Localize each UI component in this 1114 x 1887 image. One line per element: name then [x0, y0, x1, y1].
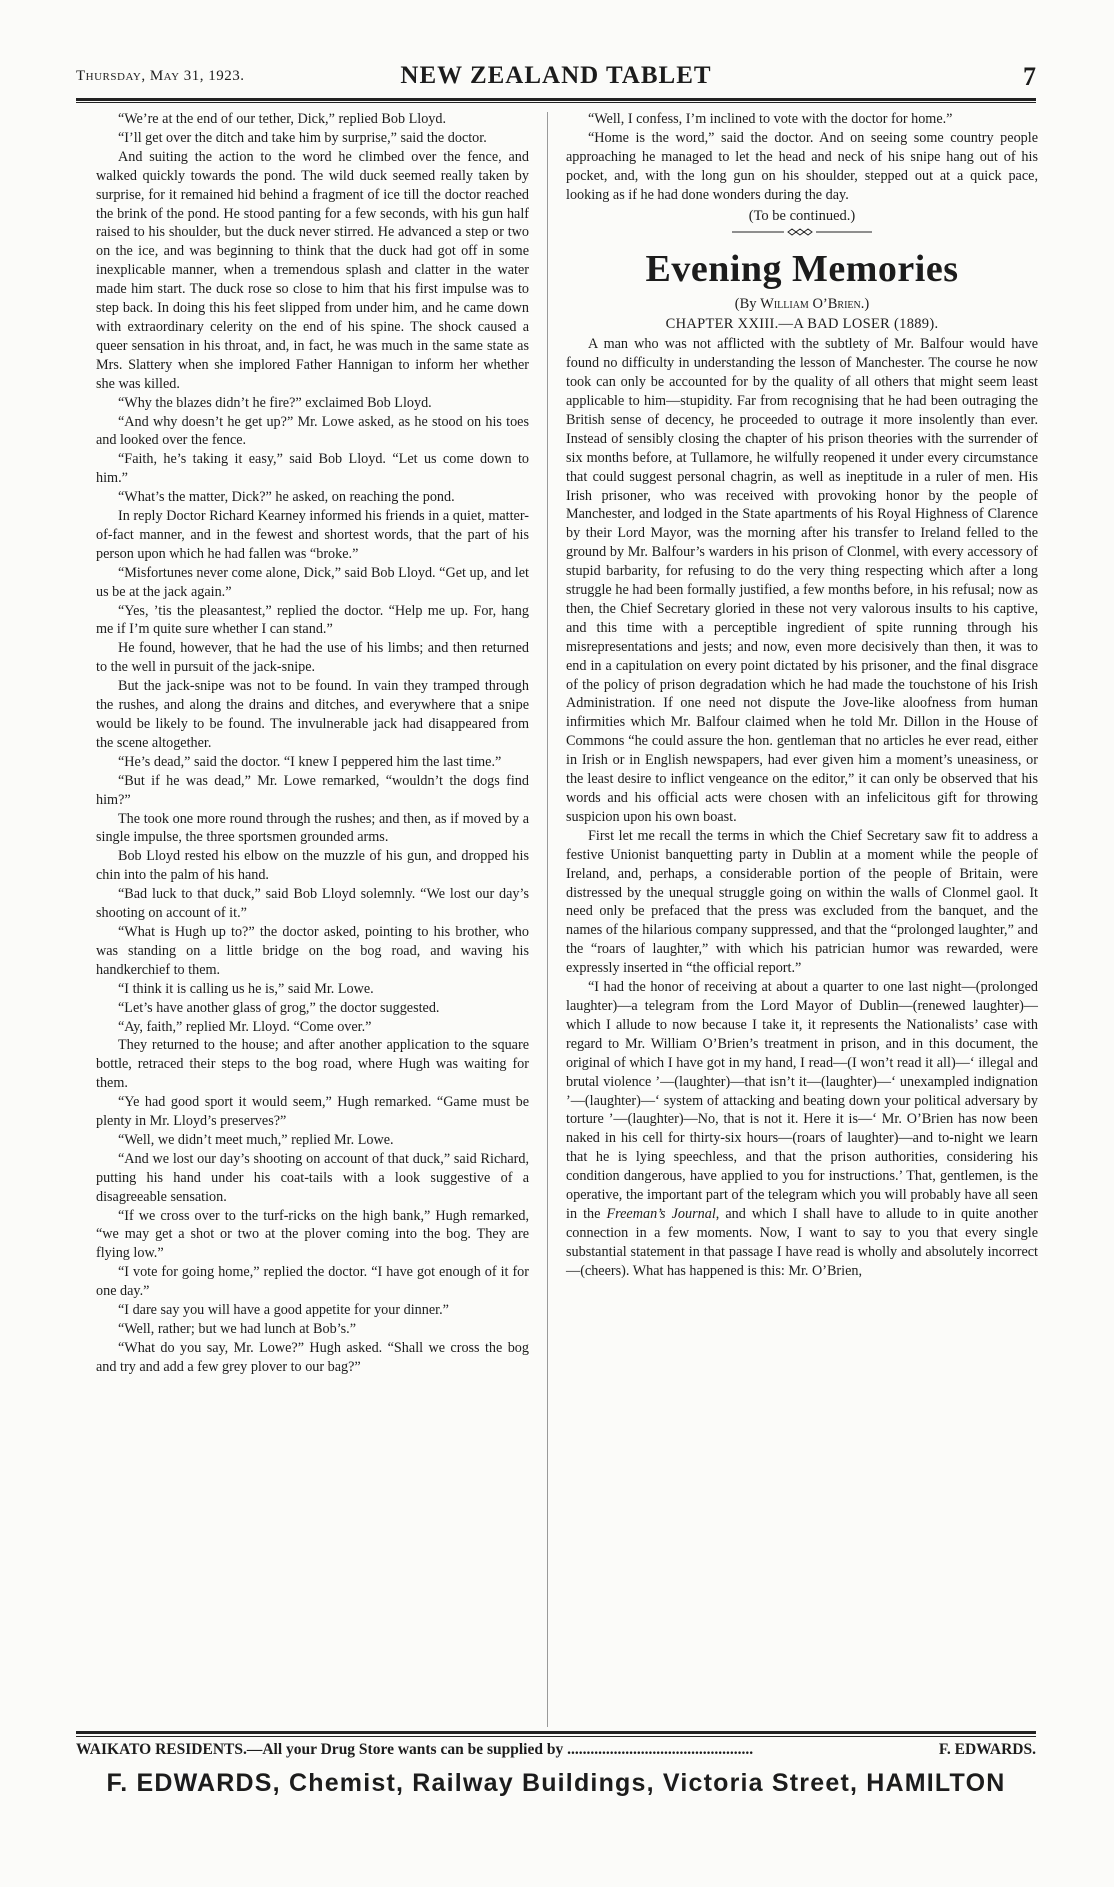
story-paragraph: “What’s the matter, Dick?” he asked, on reaching the pond.	[118, 489, 455, 506]
article-paragraph: “I had the honor of receiving at about a quarter to one last night—(prolonged laughter)—a telegram from the Lord Mayor of Dublin—(renewed laughter)—which I allude to now because I take it, it represents the Nationalists’ case with regard to Mr. William O’Brien’s treatment in prison, and in this document, the original of which I have got in my hand, I read—(I won’t read it all)—‘ illegal and brutal violence ’—(laughter)—that isn’t it—(laughter)—‘ unexampled indignation ’—(laughter)—‘ system of attacking and beating down your political adversary by torture ’—(laughter)—No, that is not it. Here it is—‘ Mr. O’Brien has now been naked in his cell for thirty-six hours—(roars of laughter)—and to-night we learn that he is lying speechless, and that the prison authorities, considering his condition dangerous, have applied to you for instructions.’ That, gentlemen, is the operative, the important part of the telegram which you will probably have all seen in the Freeman’s Journal, and which I shall have to allude to in quite another connection in a few moments. Now, I want to say to you that every single substantial statement in that passage I have read is wholly and absolutely incorrect—(cheers). What has happened is this: Mr. O’Brien,	[566, 979, 1038, 1279]
story-paragraph: “We’re at the end of our tether, Dick,” replied Bob Lloyd.	[118, 111, 447, 127]
story-paragraph: “I vote for going home,” replied the doctor. “I have got enough of it for one day.”	[96, 1264, 529, 1300]
story-paragraph: “Well, we didn’t meet much,” replied Mr. Lowe.	[118, 1131, 394, 1148]
story-paragraph: “Let’s have another glass of grog,” the doctor suggested.	[118, 999, 440, 1016]
newspaper-title: NEW ZEALAND TABLET	[400, 62, 712, 89]
story-paragraph: “Well, I confess, I’m inclined to vote with the doctor for home.”	[588, 111, 953, 127]
story-paragraph: “And why doesn’t he get up?” Mr. Lowe asked, as he stood on his toes and looked over the fence.	[96, 413, 529, 449]
story-paragraph: “Ye had good sport it would seem,” Hugh remarked. “Game must be plenty in Mr. Lloyd’s preserves?”	[96, 1094, 529, 1130]
article-paragraph: First let me recall the terms in which the Chief Secretary saw fit to address a festive Unionist banquetting party in Dublin at a moment while the people of Ireland, and, perhaps, a considerable portion of the people of Britain, were distressed by the unequal struggle going on within the walls of Clonmel gaol. It need only be prefaced that the press was excluded from the banquet, and the names of the hilarious company suppressed, and that the “prolonged laughter,” and the “roars of laughter,” with which his patrician humor was rewarded, were expressly inserted in “the official report.”	[566, 827, 1038, 977]
footer-rule-thin	[76, 1736, 1036, 1737]
page-number: 7	[1023, 62, 1036, 91]
chapter-heading: CHAPTER XXIII.—A BAD LOSER (1889).	[665, 316, 939, 333]
story-paragraph: The took one more round through the rushes; and then, as if moved by a single impulse, the three sportsmen grounded arms.	[96, 810, 529, 846]
ornament-rule-icon	[732, 227, 872, 237]
left-column	[96, 110, 529, 1377]
story-paragraph: “He’s dead,” said the doctor. “I knew I peppered him the last time.”	[118, 753, 502, 770]
masthead	[76, 62, 1036, 96]
story-paragraph: “Well, rather; but we had lunch at Bob’s.”	[118, 1321, 356, 1337]
continued-note: (To be continued.)	[748, 207, 856, 224]
article-byline: (By William O’Brien.)	[734, 296, 870, 313]
story-paragraph: “Ay, faith,” replied Mr. Lloyd. “Come over.”	[118, 1018, 372, 1035]
footer-rule	[76, 1731, 1036, 1734]
story-paragraph: Bob Lloyd rested his elbow on the muzzle of his gun, and dropped his chin into the palm of his hand.	[96, 848, 529, 884]
story-paragraph: “I think it is calling us he is,” said Mr. Lowe.	[118, 980, 374, 997]
byline-author: William O’Brien	[760, 296, 861, 313]
story-paragraph: “Home is the word,” said the doctor. And on seeing some country people approaching he managed to let the head and neck of his snipe hang out of his pocket, and, with the long gun on his shoulder, stepped out at a quick pace, looking as if he had done wonders during the day.	[566, 129, 1038, 203]
advertisement-banner: F. EDWARDS, Chemist, Railway Buildings, Victoria Street, HAMILTON	[106, 1769, 1006, 1797]
story-paragraph: In reply Doctor Richard Kearney informed his friends in a quiet, matter-of-fact manner, and in the fewest and shortest words, that the part of his person upon which he had fallen was “broke.”	[96, 508, 529, 562]
story-paragraph: “Faith, he’s taking it easy,” said Bob Lloyd. “Let us come down to him.”	[96, 451, 529, 487]
story-paragraph: “And we lost our day’s shooting on account of that duck,” said Richard, putting his hand under his coat-tails with a look suggestive of a disagreeable sensation.	[96, 1150, 529, 1205]
advertisement-text: WAIKATO RESIDENTS.—All your Drug Store wants can be supplied by ................................................	[76, 1741, 754, 1758]
right-column	[566, 110, 1038, 1281]
article-title: Evening Memories	[645, 248, 959, 291]
story-paragraph: And suiting the action to the word he climbed over the fence, and walked quickly towards the pond. The wild duck seemed really taken by surprise, for it remained hid behind a fragment of ice till the doctor reached the brink of the pond. He stood panting for a few seconds, with his gun half raised to his shoulder, but the duck never stirred. He advanced a step or two on the ice, and was beginning to think that the duck had got off in some inexplicable manner, when a tremendous splash and clatter in the water made him start. The duck rose so close to him that his first impulse was to step back. In doing this his feet slipped from under him, and he came down with extraordinary celerity on the end of his spine. The shock caused a queer sensation in his throat, and, in fact, he was much in the same state as Mrs. Slattery when she implored Father Hannigan to inform her whether she was killed.	[96, 148, 529, 392]
story-paragraph: He found, however, that he had the use of his limbs; and then returned to the well in pursuit of the jack-snipe.	[96, 640, 529, 676]
newspaper-name: Freeman’s Journal	[606, 1205, 716, 1222]
story-paragraph: “What do you say, Mr. Lowe?” Hugh asked. “Shall we cross the bog and try and add a few grey plover to our bag?”	[96, 1339, 529, 1375]
story-paragraph: “I dare say you will have a good appetite for your dinner.”	[118, 1302, 449, 1319]
issue-date: Thursday, May 31, 1923.	[76, 68, 245, 84]
story-paragraph: But the jack-snipe was not to be found. In vain they tramped through the rushes, and along the drains and ditches, and everywhere that a snipe would be likely to be found. The invulnerable jack had disappeared from the scene altogether.	[96, 678, 529, 751]
masthead-rule-thin	[76, 102, 1036, 103]
story-paragraph: “What is Hugh up to?” the doctor asked, pointing to his brother, who was standing on a little bridge on the bog road, and waving his handkerchief to them.	[96, 923, 529, 978]
story-paragraph: “If we cross over to the turf-ricks on the high bank,” Hugh remarked, “we may get a shot or two at the plover coming into the bog. They are flying low.”	[96, 1207, 529, 1262]
story-paragraph: “Bad luck to that duck,” said Bob Lloyd solemnly. “We lost our day’s shooting on account of it.”	[96, 886, 529, 922]
serial-story-ending	[566, 110, 1038, 205]
masthead-rule	[76, 98, 1036, 101]
story-paragraph: “Misfortunes never come alone, Dick,” said Bob Lloyd. “Get up, and let us be at the jack again.”	[96, 564, 529, 600]
story-paragraph: “Why the blazes didn’t he fire?” exclaimed Bob Lloyd.	[118, 394, 432, 411]
story-paragraph: “I’ll get over the ditch and take him by surprise,” said the doctor.	[118, 129, 487, 146]
article-paragraph: A man who was not afflicted with the subtlety of Mr. Balfour would have found no difficulty in understanding the lesson of Manchester. The course he now took can only be accounted for by the quality of all others that might seem least applicable to him—stupidity. Far from recognising that he had been outraging the British sense of decency, he proceeded to outrage it more insolently than ever. Instead of sensibly closing the chapter of his prison theories with the surrender of six months before, at Tullamore, he wilfully reopened it under every circumstance that could suggest personal chagrin, as well as ineptitude in a ruler of men. His Irish prisoner, who was received with provoking honor by the people of Manchester, and lodged in the State apartments of his Royal Highness of Clarence by their Lord Mayor, was the morning after his transfer to Ireland felled to the ground by Mr. Balfour’s warders in his prison of Clonmel, with every accessory of stupid barbarity, for refusing to do the very thing respecting which after a long struggle he had been formally justified, a few months before, in his refusal; now as then, the Chief Secretary gloried in these not very valorous insults to his captive, and this time with a perceptible ingredient of spite running through his misrepresentations and jests; and now, even more decisively than then, it was to end in a capitulation on every point dictated by his prisoner, and the final disgrace of the policy of prison degradation which he had made the touchstone of his Irish Administration. If one need not dispute the Jove-like aloofness from human infirmities which Mr. Balfour claimed when he told Mr. Dillon in the House of Commons “he could assure the hon. gentleman that no articles he ever read, either in Irish or in English newspapers, had ever given him a moment’s uneasiness, or the least desire to inflict vengeance on the editor,” it can only be observed that his words and his official acts were chosen with an infelicitous gift for throwing suspicion upon his own boast.	[566, 336, 1038, 825]
story-paragraph: They returned to the house; and after another application to the square bottle, retraced their steps to the bog road, where Hugh was waiting for them.	[96, 1037, 529, 1092]
advertisement-line	[76, 1741, 1036, 1759]
story-paragraph: “Yes, ’tis the pleasantest,” replied the doctor. “Help me up. For, hang me if I’m quite sure whether I can stand.”	[96, 602, 529, 638]
column-divider	[547, 112, 548, 1727]
advertisement-signature: F. EDWARDS.	[938, 1741, 1036, 1758]
story-paragraph: “But if he was dead,” Mr. Lowe remarked, “wouldn’t the dogs find him?”	[96, 772, 529, 808]
